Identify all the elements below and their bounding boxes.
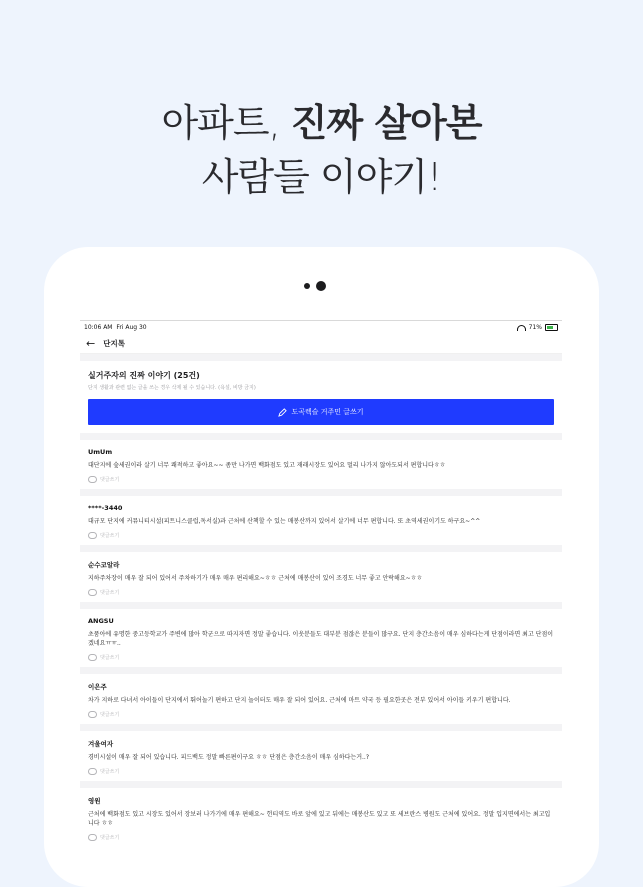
- board-header: [80, 361, 562, 433]
- post-author: 겨울여자: [88, 740, 114, 748]
- post-item: [80, 552, 562, 602]
- reply-button[interactable]: [88, 711, 554, 718]
- board-title: 실거주자의 진짜 이야기 (25건): [88, 371, 200, 380]
- promo-headline-line2: 사람들 이야기!: [201, 155, 442, 199]
- status-date: Fri Aug 30: [116, 324, 147, 331]
- reply-label: 댓글쓰기: [100, 477, 120, 483]
- write-post-button[interactable]: [88, 399, 554, 425]
- comment-icon: [88, 834, 97, 841]
- sensor-dot: [304, 283, 310, 289]
- post-item: [80, 674, 562, 724]
- post-author: 이은주: [88, 683, 107, 691]
- battery-percent: 71%: [528, 324, 542, 331]
- comment-icon: [88, 476, 97, 483]
- section-divider: [80, 354, 562, 361]
- reply-label: 댓글쓰기: [100, 533, 120, 539]
- section-divider: [80, 545, 562, 552]
- camera-dots: [304, 281, 326, 291]
- status-time: 10:06 AM: [84, 324, 113, 331]
- post-author: UmUm: [88, 448, 113, 456]
- comment-icon: [88, 711, 97, 718]
- back-arrow-icon[interactable]: ←: [86, 336, 96, 350]
- post-author: ANGSU: [88, 617, 114, 625]
- post-text: 초품아에 유명한 중고등학교가 주변에 많아 학군으로 따지자면 정말 좋습니다. 이웃분들도 대부분 점잖은 분들이 많구요. 단지 층간소음이 매우 심하다는게 단점이라면 최고 단점이겠네요ㅠㅠ..: [88, 631, 554, 647]
- nav-bar: [80, 333, 562, 354]
- post-text: 대단지에 숲세권이라 살기 너무 쾌적하고 좋아요~~ 좀만 나가면 백화점도 있고 재래시장도 있어요 멀리 나가지 않아도되서 편합니다ㅎㅎ: [88, 462, 446, 469]
- reply-button[interactable]: [88, 654, 554, 661]
- app-screen: [80, 320, 562, 859]
- reply-button[interactable]: [88, 532, 554, 539]
- post-item: [80, 609, 562, 667]
- reply-label: 댓글쓰기: [100, 655, 120, 661]
- promo-line1-regular: 아파트,: [161, 101, 291, 145]
- section-divider: [80, 781, 562, 788]
- reply-label: 댓글쓰기: [100, 769, 120, 775]
- section-divider: [80, 667, 562, 674]
- post-text: 지하주차장이 매우 잘 되어 있어서 주차하기가 매우 매우 편리해요~ㅎㅎ 근처에 매봉산이 있어 조경도 너무 좋고 안락해요~ㅎㅎ: [88, 575, 423, 582]
- battery-icon: [545, 324, 558, 331]
- post-author: 순수코알라: [88, 561, 120, 569]
- post-item: [80, 496, 562, 545]
- reply-button[interactable]: [88, 834, 554, 841]
- section-divider: [80, 489, 562, 496]
- nav-title: 단지톡: [103, 338, 125, 348]
- reply-label: 댓글쓰기: [100, 712, 120, 718]
- post-text: 근처에 백화점도 있고 시장도 있어서 장보러 나가기에 매우 편해요~ 헌티역도 바로 앞에 있고 뒤에는 매봉산도 있고 또 세브란스 병원도 근처에 있어요. 정말 입지면에서는 최고입니다 ㅎㅎ: [88, 811, 551, 827]
- write-post-label: 도곡렉슬 거주민 글쓰기: [291, 408, 364, 416]
- post-author: ****-3440: [88, 504, 123, 512]
- wifi-icon: [517, 325, 526, 331]
- reply-button[interactable]: [88, 589, 554, 596]
- section-divider: [80, 433, 562, 440]
- reply-label: 댓글쓰기: [100, 590, 120, 596]
- comment-icon: [88, 768, 97, 775]
- comment-icon: [88, 654, 97, 661]
- comment-icon: [88, 532, 97, 539]
- post-item: [80, 440, 562, 489]
- post-author: 영원: [88, 797, 101, 805]
- promo-headline-line1: [0, 92, 643, 147]
- camera-lens: [316, 281, 326, 291]
- post-text: 차가 지하로 다녀서 아이들이 단지에서 뛰어놀기 편하고 단지 놀이터도 매우 잘 되어 있어요. 근처에 마트 약국 등 필요한곳은 전부 있어서 아이들 키우기 편합니다.: [88, 697, 511, 704]
- reply-button[interactable]: [88, 768, 554, 775]
- post-item: [80, 788, 562, 847]
- section-divider: [80, 602, 562, 609]
- post-item: [80, 731, 562, 781]
- status-bar: [80, 322, 562, 333]
- reply-label: 댓글쓰기: [100, 835, 120, 841]
- promo-line1-bold: 진짜 살아본: [290, 101, 482, 145]
- pencil-icon: [278, 408, 287, 417]
- section-divider: [80, 724, 562, 731]
- comment-icon: [88, 589, 97, 596]
- post-text: 대규모 단지에 커뮤니티시설(피트니스클럽,독서실)과 근처에 산책할 수 있는 매봉산까지 있어서 살기에 너무 편합니다. 또 초역세권이기도 하구요~^^: [88, 518, 481, 525]
- board-subtitle: 단지 생활과 관련 없는 글을 쓰는 경우 삭제 될 수 있습니다. (욕설, 비방 금지): [88, 385, 256, 391]
- reply-button[interactable]: [88, 476, 554, 483]
- post-text: 경비시설이 매우 잘 되어 있습니다. 피드백도 정말 빠른편이구요 ㅎㅎ 단점은 층간소음이 매우 심하다는거..?: [88, 754, 370, 761]
